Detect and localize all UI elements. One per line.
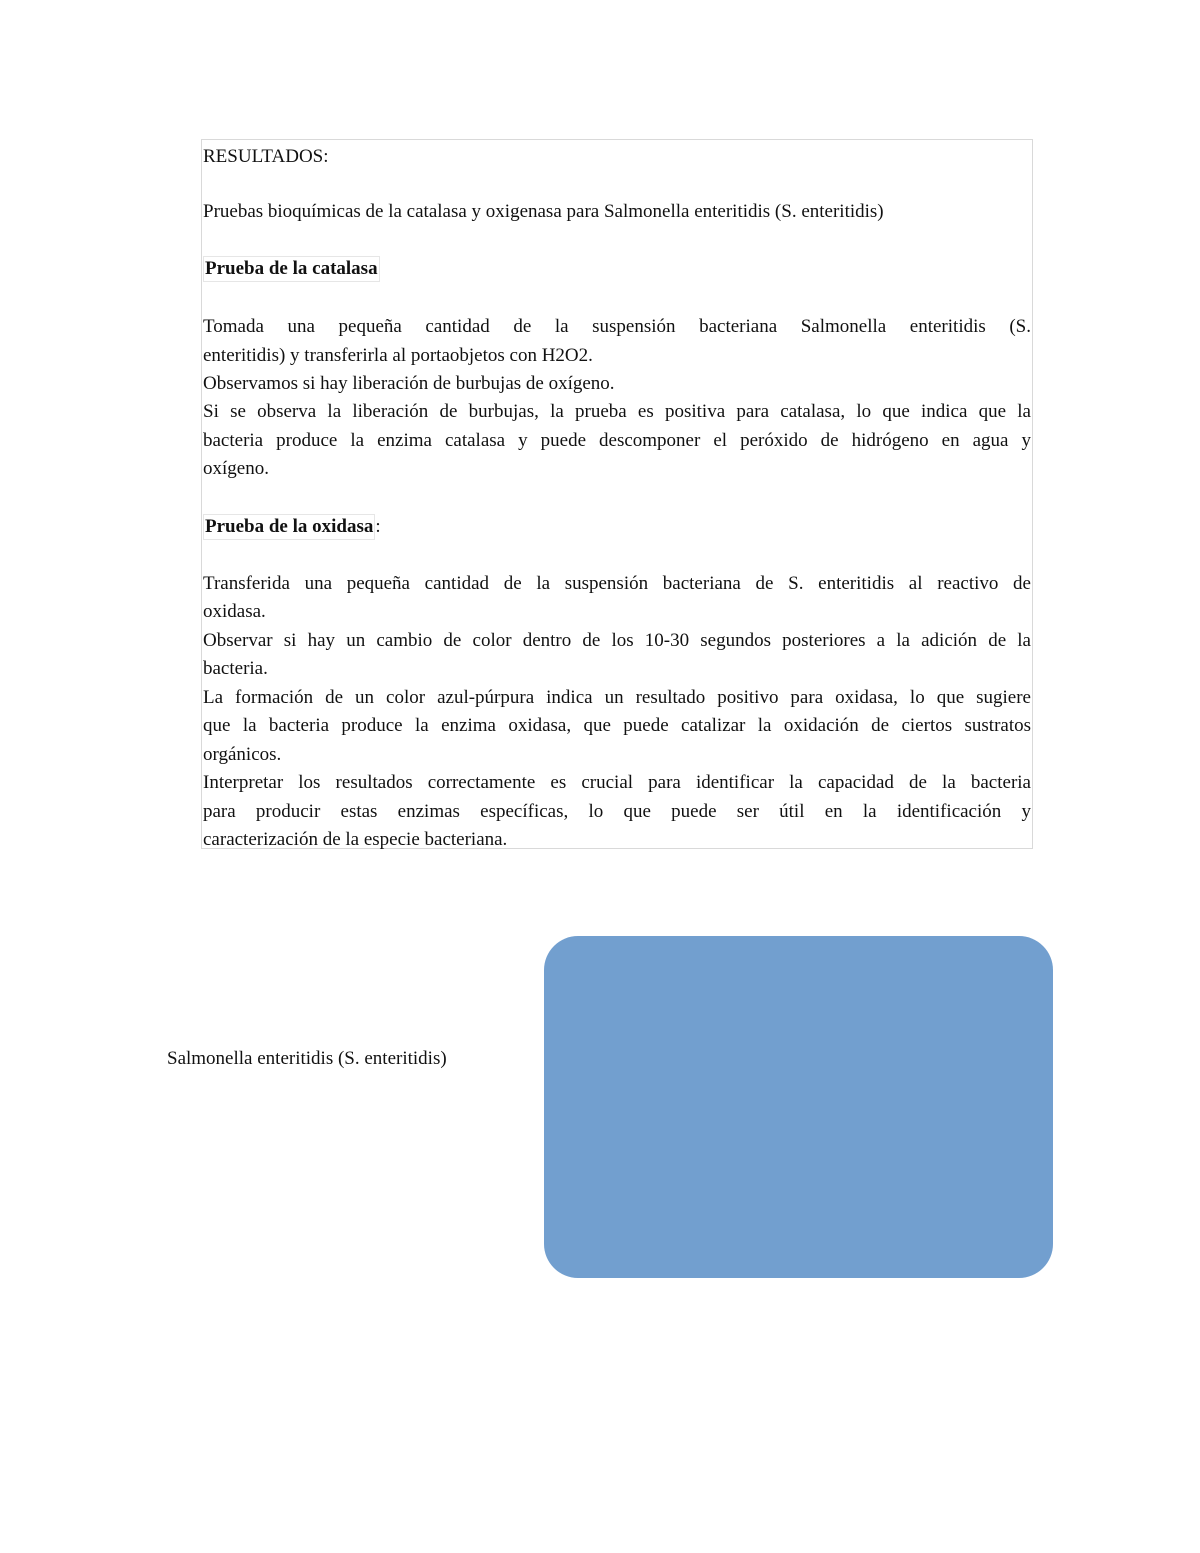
catalase-line-6: oxígeno.: [203, 458, 269, 479]
catalase-heading: Prueba de la catalasa: [203, 256, 380, 282]
figure-caption: Salmonella enteritidis (S. enteritidis): [167, 1048, 447, 1069]
figure-placeholder-box: [544, 936, 1053, 1278]
oxidase-line-7: orgánicos.: [203, 744, 282, 765]
oxidase-line-9: para producir estas enzimas específicas, lo que puede ser útil en la identificación y: [203, 801, 1031, 822]
catalase-line-2: enteritidis) y transferirla al portaobjetos con H2O2.: [203, 345, 593, 366]
oxidase-heading: Prueba de la oxidasa: [203, 514, 375, 540]
catalase-line-1: Tomada una pequeña cantidad de la suspensión bacteriana Salmonella enteritidis (S.: [203, 316, 1031, 337]
oxidase-line-1: Transferida una pequeña cantidad de la suspensión bacteriana de S. enteritidis al reactivo de: [203, 573, 1031, 594]
catalase-line-3: Observamos si hay liberación de burbujas de oxígeno.: [203, 373, 615, 394]
results-text-box: [201, 139, 1033, 849]
oxidase-line-6: que la bacteria produce la enzima oxidasa, que puede catalizar la oxidación de ciertos sustratos: [203, 715, 1031, 736]
oxidase-line-5: La formación de un color azul-púrpura indica un resultado positivo para oxidasa, lo que sugiere: [203, 687, 1031, 708]
oxidase-line-3: Observar si hay un cambio de color dentro de los 10-30 segundos posteriores a la adición de la: [203, 630, 1031, 651]
oxidase-line-8: Interpretar los resultados correctamente es crucial para identificar la capacidad de la bacteria: [203, 772, 1031, 793]
catalase-heading-line: [203, 254, 1031, 283]
catalase-line-4: Si se observa la liberación de burbujas, la prueba es positiva para catalasa, lo que indica que la: [203, 401, 1031, 422]
oxidase-heading-line: [203, 512, 1031, 541]
oxidase-line-2: oxidasa.: [203, 601, 266, 622]
results-subtitle: Pruebas bioquímicas de la catalasa y oxigenasa para Salmonella enteritidis (S. enteritidis): [203, 201, 884, 222]
oxidase-heading-colon: :: [375, 516, 381, 537]
results-title: RESULTADOS:: [203, 146, 329, 167]
oxidase-line-10: caracterización de la especie bacteriana.: [203, 829, 508, 850]
oxidase-line-4: bacteria.: [203, 658, 268, 679]
catalase-line-5: bacteria produce la enzima catalasa y puede descomponer el peróxido de hidrógeno en agua y: [203, 430, 1031, 451]
